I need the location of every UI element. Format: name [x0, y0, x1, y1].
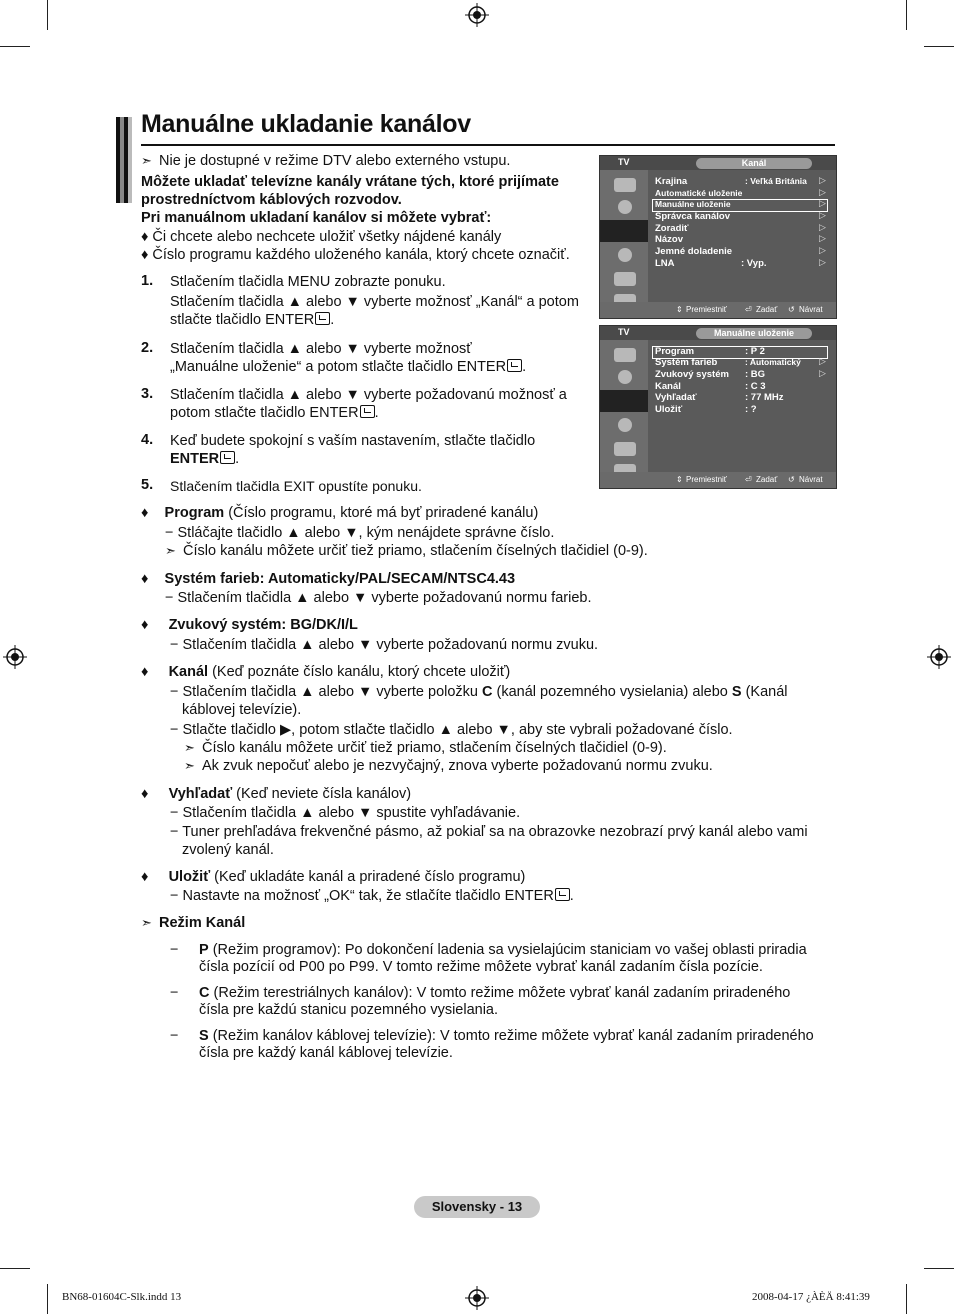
- picture-icon: [614, 348, 636, 362]
- enter-icon: ⏎: [745, 475, 752, 484]
- enter-icon: [315, 312, 330, 325]
- diamond-bullet-icon: ♦: [141, 505, 149, 521]
- step-1-line-2: Stlačením tlačidla ▲ alebo ▼ vyberte možnosť „Kanál“ a potom: [170, 294, 579, 310]
- sound-icon: [618, 370, 632, 384]
- osd-row-country-value: : Veľká Británia: [745, 176, 807, 186]
- osd-row-search[interactable]: Vyhľadať: [655, 392, 697, 403]
- channel-note-2: ➣ Ak zvuk nepočuť alebo je nezvyčajný, znova vyberte požadovanú normu zvuku.: [184, 758, 713, 774]
- osd-foot-enter: Zadať: [756, 305, 778, 314]
- arrow-right-icon: ▷: [819, 198, 826, 208]
- note-arrow-icon: ➣: [141, 153, 152, 168]
- mode-p-line-1: P (Režim programov): Po dokončení ladenia sa vysielajúcim staniciam vo vašej oblasti priradia: [199, 942, 807, 958]
- move-icon: ⇕: [676, 475, 683, 484]
- osd-row-channel-value: : C 3: [745, 381, 766, 392]
- setup-icon: [618, 248, 632, 262]
- step-4-line-2: ENTER .: [170, 451, 240, 467]
- enter-icon: [220, 451, 235, 464]
- mode-s-line-1: S (Režim kanálov káblovej televízie): V tomto režime môžete vybrať kanál zadaním priradeného: [199, 1028, 814, 1044]
- osd-row-sound-system-value: : BG: [745, 369, 766, 380]
- section-color-system: ♦ Systém farieb: Automaticky/PAL/SECAM/NTSC4.43: [141, 571, 516, 587]
- arrow-right-icon: ▷: [819, 233, 826, 243]
- osd-tv-label: TV: [618, 327, 630, 337]
- osd-foot-move: Premiestniť: [686, 475, 727, 484]
- date-slug: 2008-04-17 ¿ÀÈÄ 8:41:39: [752, 1291, 870, 1303]
- osd-manual-store-menu: [599, 325, 837, 489]
- note-arrow-icon: ➣: [141, 915, 152, 930]
- program-note: ➣ Číslo kanálu môžete určiť tiež priamo, stlačením číselných tlačidiel (0-9).: [165, 543, 648, 559]
- osd-row-auto-store[interactable]: Automatické uloženie: [655, 188, 743, 198]
- title-decoration: [116, 117, 132, 203]
- diamond-bullet-icon: ♦: [141, 617, 149, 633]
- osd-foot-move: Premiestniť: [686, 305, 727, 314]
- step-3-number: 3.: [141, 386, 154, 402]
- section-program: ♦ Program (Číslo programu, ktoré má byť priradené kanálu): [141, 505, 539, 521]
- channel-line-2: káblovej televízie).: [182, 702, 302, 718]
- osd-row-channel-manager[interactable]: Správca kanálov: [655, 211, 730, 222]
- osd-row-program-value: : P 2: [745, 346, 765, 357]
- osd-channel-menu: [599, 155, 837, 319]
- intro-note: ➣ Nie je dostupné v režime DTV alebo externého vstupu.: [141, 153, 511, 169]
- section-search: ♦ Vyhľadať (Keď neviete čísla kanálov): [141, 786, 412, 802]
- osd-row-color-system[interactable]: Systém farieb: [655, 357, 718, 368]
- title-rule: [141, 144, 835, 146]
- search-line-2: − Tuner prehľadáva frekvenčné pásmo, až pokiaľ sa na obrazovke nezobrazí prvý kanál alebo vami: [170, 824, 808, 840]
- arrow-right-icon: ▷: [819, 175, 826, 185]
- channel-icon: [600, 220, 648, 242]
- arrow-right-icon: ▷: [819, 257, 826, 267]
- osd-row-lna[interactable]: LNA: [655, 258, 675, 269]
- arrow-right-icon: ▷: [819, 210, 826, 220]
- search-line-3: zvolený kanál.: [182, 842, 274, 858]
- return-icon: ↺: [788, 475, 795, 484]
- page-number-badge: Slovensky - 13: [414, 1196, 540, 1218]
- mode-s-line-2: čísla pre každý kanál káblovej televízie.: [199, 1045, 453, 1061]
- input-icon: [614, 442, 636, 456]
- osd-tv-label: TV: [618, 157, 630, 167]
- intro-bold-1b: prostredníctvom káblových rozvodov.: [141, 192, 402, 208]
- channel-line-1: − Stlačením tlačidla ▲ alebo ▼ vyberte položku C (kanál pozemného vysielania) alebo S (Kanál: [170, 684, 788, 700]
- osd-row-sound-system[interactable]: Zvukový systém: [655, 369, 729, 380]
- diamond-bullet-icon: ♦: [141, 786, 149, 802]
- arrow-right-icon: ▷: [819, 356, 826, 366]
- osd-row-store-value: : ?: [745, 404, 757, 415]
- step-5-number: 5.: [141, 477, 154, 493]
- picture-icon: [614, 178, 636, 192]
- intro-bold-2: Pri manuálnom ukladaní kanálov si môžete vybrať:: [141, 210, 492, 226]
- arrow-right-icon: ▷: [819, 245, 826, 255]
- mode-dash: −: [170, 1028, 179, 1044]
- step-5-line-1: Stlačením tlačidla EXIT opustíte ponuku.: [170, 478, 422, 494]
- note-arrow-icon: ➣: [184, 740, 195, 755]
- osd-row-program[interactable]: Program: [655, 346, 695, 357]
- step-1-line-3: stlačte tlačidlo ENTER .: [170, 312, 335, 328]
- search-line-1: − Stlačením tlačidla ▲ alebo ▼ spustite vyhľadávanie.: [170, 805, 521, 821]
- osd-foot-back: Návrat: [799, 305, 823, 314]
- diamond-bullet-icon: ♦: [141, 664, 149, 680]
- mode-c-line-1: C (Režim terestriálnych kanálov): V tomto režime môžete vybrať kanál zadaním priradeného: [199, 985, 791, 1001]
- osd-row-color-system-value: : Automatický: [745, 357, 801, 367]
- osd-row-country[interactable]: Krajina: [655, 176, 688, 187]
- intro-bullet-2: ♦ Číslo programu každého uloženého kanála, ktorý chcete označiť.: [141, 247, 570, 263]
- color-line-1: − Stlačením tlačidla ▲ alebo ▼ vyberte požadovanú normu farieb.: [165, 590, 592, 606]
- section-sound-system: ♦ Zvukový systém: BG/DK/I/L: [141, 617, 358, 633]
- osd-foot-back: Návrat: [799, 475, 823, 484]
- step-2-number: 2.: [141, 340, 154, 356]
- channel-line-3: − Stlačte tlačidlo ▶, potom stlačte tlačidlo ▲ alebo ▼, aby ste vybrali požadované číslo.: [170, 722, 733, 738]
- move-icon: ⇕: [676, 305, 683, 314]
- osd-row-manual-store[interactable]: Manuálne uloženie: [655, 199, 731, 209]
- step-4-number: 4.: [141, 432, 154, 448]
- step-1-number: 1.: [141, 273, 154, 289]
- section-store: ♦ Uložiť (Keď ukladáte kanál a priradené číslo programu): [141, 869, 526, 885]
- osd-header: Manuálne uloženie: [696, 328, 812, 339]
- return-icon: ↺: [788, 305, 795, 314]
- step-3-line-1: Stlačením tlačidla ▲ alebo ▼ vyberte požadovanú možnosť a: [170, 387, 567, 403]
- arrow-right-icon: ▷: [819, 368, 826, 378]
- mode-dash: −: [170, 985, 179, 1001]
- arrow-right-icon: ▷: [819, 187, 826, 197]
- enter-icon: ⏎: [745, 305, 752, 314]
- note-arrow-icon: ➣: [165, 543, 176, 558]
- mode-heading: ➣ Režim Kanál: [141, 915, 246, 931]
- channel-note-1: ➣ Číslo kanálu môžete určiť tiež priamo, stlačením číselných tlačidiel (0-9).: [184, 740, 667, 756]
- osd-row-channel[interactable]: Kanál: [655, 381, 681, 392]
- osd-row-sort[interactable]: Zoradiť: [655, 223, 689, 234]
- step-4-line-1: Keď budete spokojní s vaším nastavením, stlačte tlačidlo: [170, 433, 536, 449]
- registration-mark-icon: [927, 645, 951, 669]
- osd-header: Kanál: [696, 158, 812, 169]
- registration-mark-icon: [465, 3, 489, 27]
- enter-icon: [507, 359, 522, 372]
- sound-icon: [618, 200, 632, 214]
- note-arrow-icon: ➣: [184, 758, 195, 773]
- osd-sidebar: [600, 170, 648, 304]
- step-3-line-2: potom stlačte tlačidlo ENTER .: [170, 405, 379, 421]
- step-2-line-2: „Manuálne uloženie“ a potom stlačte tlačidlo ENTER .: [170, 359, 527, 375]
- registration-mark-icon: [3, 645, 27, 669]
- program-line-1: − Stláčajte tlačidlo ▲ alebo ▼, kým nenájdete správne číslo.: [165, 525, 555, 541]
- intro-bold-1a: Môžete ukladať televízne kanály vrátane tých, ktoré prijímate: [141, 174, 559, 190]
- section-channel: ♦ Kanál (Keď poznáte číslo kanálu, ktorý chcete uložiť): [141, 664, 511, 680]
- enter-icon: [360, 405, 375, 418]
- mode-c-line-2: čísla pre každú stanicu pozemného vysielania.: [199, 1002, 499, 1018]
- step-2-line-1: Stlačením tlačidla ▲ alebo ▼ vyberte možnosť: [170, 341, 472, 357]
- file-slug: BN68-01604C-Slk.indd 13: [62, 1291, 182, 1303]
- osd-row-lna-value: : Vyp.: [741, 258, 767, 269]
- osd-row-search-value: : 77 MHz: [745, 392, 784, 403]
- mode-p-line-2: čísla pozícií od P00 po P99. V tomto režime môžete vybrať kanál zadaním čísla pozície.: [199, 959, 763, 975]
- enter-icon: [555, 888, 570, 901]
- mode-dash: −: [170, 942, 179, 958]
- registration-mark-icon: [465, 1286, 489, 1310]
- page-title: Manuálne ukladanie kanálov: [141, 110, 471, 138]
- osd-foot-enter: Zadať: [756, 475, 778, 484]
- diamond-bullet-icon: ♦: [141, 869, 149, 885]
- osd-row-name[interactable]: Názov: [655, 234, 683, 245]
- setup-icon: [618, 418, 632, 432]
- osd-footer: [600, 472, 836, 488]
- store-line-1: − Nastavte na možnosť „OK“ tak, že stlačíte tlačidlo ENTER .: [170, 888, 574, 904]
- osd-row-fine-tune[interactable]: Jemné doladenie: [655, 246, 733, 257]
- step-1-line-1: Stlačením tlačidla MENU zobrazte ponuku.: [170, 274, 446, 290]
- osd-row-store[interactable]: Uložiť: [655, 404, 683, 415]
- sound-line-1: − Stlačením tlačidla ▲ alebo ▼ vyberte požadovanú normu zvuku.: [170, 637, 599, 653]
- intro-bullet-1: ♦ Či chcete alebo nechcete uložiť všetky nájdené kanály: [141, 229, 502, 245]
- input-icon: [614, 272, 636, 286]
- osd-footer: [600, 302, 836, 318]
- osd-sidebar: [600, 340, 648, 474]
- diamond-bullet-icon: ♦: [141, 571, 149, 587]
- channel-icon: [600, 390, 648, 412]
- arrow-right-icon: ▷: [819, 222, 826, 232]
